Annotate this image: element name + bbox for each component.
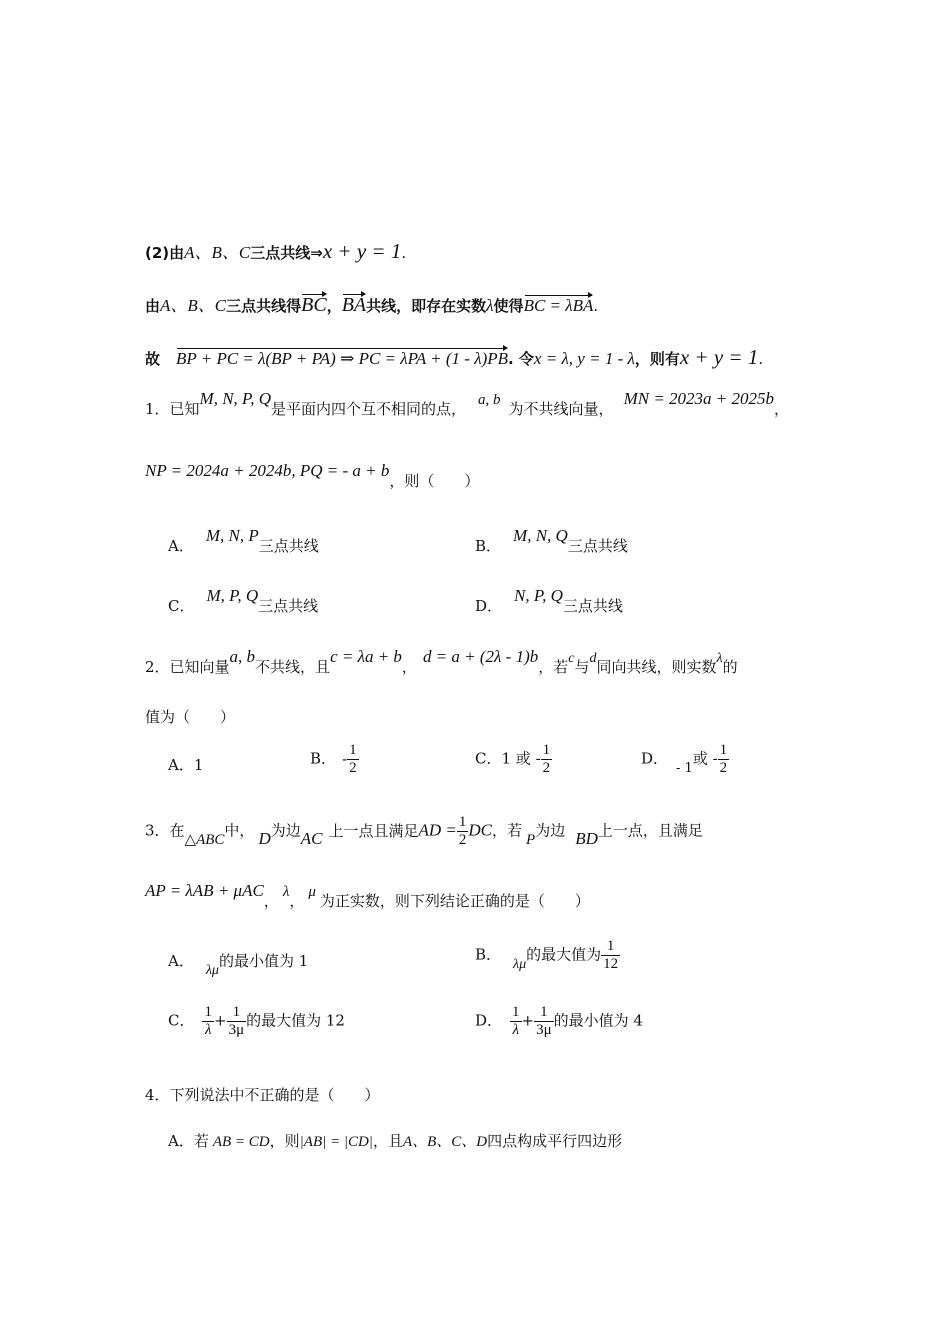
q2-c-den: 2 <box>542 760 551 776</box>
intro2-eq: BC = λBA <box>523 296 594 315</box>
q4-a-eq: AB = CD <box>212 1134 270 1150</box>
q2-c: c = λa + b <box>330 647 402 666</box>
q3-c-d1: λ <box>204 1022 212 1038</box>
q1-np: NP = 2024a + 2024b, PQ = - a + b <box>145 461 390 480</box>
intro-mid: 三点共线⇒ <box>250 244 323 262</box>
q3-d-n1: 1 <box>512 1004 520 1020</box>
intro2-mid: 三点共线得 <box>226 297 302 315</box>
q2-d-label: D． <box>641 749 669 768</box>
q1-text1: 是平面内四个互不相同的点， <box>271 400 467 418</box>
q3-text5: 为边 <box>535 821 566 840</box>
q1-num: 1．已知 <box>145 400 200 418</box>
intro2-vec-bc: BC <box>301 294 327 316</box>
q2-d-den: 2 <box>719 760 728 776</box>
q3-d-n2: 1 <box>534 1004 554 1022</box>
q2-b-num: 1 <box>349 742 357 758</box>
q3-text2: 为边 <box>270 821 301 840</box>
intro2-comma: ， <box>326 297 342 315</box>
intro-line-1 <box>145 240 406 264</box>
q3-option-c[interactable] <box>168 1004 345 1039</box>
q3-b-text: 的最大值为 <box>526 945 602 964</box>
q1-option-a[interactable] <box>168 526 319 557</box>
intro2-mid2: 共线，即存在实数 <box>366 297 487 315</box>
q4-a-text1: ，则 <box>269 1132 300 1150</box>
q3-c-plus: + <box>213 1011 227 1030</box>
q1-option-c[interactable] <box>168 586 319 617</box>
q3-lam: λ <box>282 884 290 900</box>
q2-b-den: 2 <box>349 760 357 776</box>
q2-option-d[interactable] <box>641 742 729 777</box>
q2-cv: c <box>568 651 575 666</box>
intro-points: A、B、C <box>184 243 251 262</box>
intro-line-3 <box>145 346 763 370</box>
q3-a-text: 的最小值为 1 <box>218 952 309 970</box>
q2-c-num: 1 <box>542 742 551 758</box>
q1-points: M, N, P, Q <box>199 389 272 408</box>
q3-mu: μ <box>308 884 316 900</box>
intro2-mid3: 使得 <box>493 297 524 315</box>
q2-d-value: - 1 <box>676 760 693 776</box>
q3-bd: BD <box>575 828 598 848</box>
intro2-points: A、B、C <box>160 296 227 315</box>
intro2-prefix: 由 <box>145 297 161 315</box>
intro3-mid2: ，则有 <box>634 350 680 368</box>
q4-a-label: A．若 <box>168 1132 209 1150</box>
q3-c-label: C． <box>168 1011 195 1030</box>
q1-d-label: D． <box>475 597 503 615</box>
intro2-lambda: λ <box>486 296 494 315</box>
q4-a-pts: A、B、C、D <box>402 1134 488 1150</box>
q3-option-a[interactable] <box>168 950 309 978</box>
q3-d-frac1 <box>510 1004 522 1039</box>
q3-c-n2: 1 <box>227 1004 247 1022</box>
q1-text2: 为不共线向量， <box>508 400 614 418</box>
q3-ap: AP = λAB + μAC <box>145 881 264 900</box>
q3-p: P <box>526 831 536 848</box>
q3-c-n1: 1 <box>204 1004 212 1020</box>
q2-option-a[interactable] <box>168 754 203 776</box>
q3-d-text: 的最小值为 4 <box>553 1011 643 1030</box>
q3-d-d2: 3μ <box>536 1022 552 1038</box>
q2-a-value: 1 <box>193 756 204 774</box>
intro-prefix: (2)由 <box>145 244 185 262</box>
q2-lam: λ <box>716 651 723 666</box>
q1-c-label: C． <box>168 597 195 615</box>
q1-a-pts: M, N, P <box>205 526 259 545</box>
q3-b-expr: λμ <box>513 956 527 972</box>
q1-stem <box>145 389 790 421</box>
q1-a-label: A． <box>168 537 194 555</box>
q1-option-b[interactable] <box>475 526 628 557</box>
q1-c-text: 三点共线 <box>258 597 319 615</box>
q4-option-a[interactable] <box>168 1130 622 1153</box>
q3-d-plus: + <box>521 1011 535 1030</box>
q3-fden: 2 <box>458 832 467 848</box>
q2-comma: ， <box>401 658 417 676</box>
q4-a-abs: |AB| = |CD| <box>299 1134 373 1150</box>
q3-text1: 中， <box>224 821 255 840</box>
q1-b-pts: M, N, Q <box>513 526 568 545</box>
q4-a-text2: ，且 <box>372 1132 403 1150</box>
q2-text1: 不共线，且 <box>255 658 331 676</box>
intro-line-2 <box>145 294 598 317</box>
q2-stem-2 <box>145 706 235 728</box>
q2-text4: 同向共线，则实数 <box>596 658 717 676</box>
q3-text6: 上一点，且满足 <box>597 821 703 840</box>
intro3-end: . <box>758 350 764 368</box>
q3-tri: △ABC <box>184 831 225 848</box>
q2-text3: 与 <box>574 658 590 676</box>
q2-text6: 值为（ ） <box>145 708 236 726</box>
q3-d-d1: λ <box>512 1022 520 1038</box>
q2-d-mid: 或 - <box>692 749 718 768</box>
q3-fraction <box>457 814 469 849</box>
q3-b-fraction <box>601 938 620 973</box>
q3-dc: DC <box>468 820 492 840</box>
q3-c-frac2 <box>227 1004 247 1039</box>
q1-stem-2 <box>145 461 480 492</box>
intro3-result: x + y = 1 <box>679 345 759 369</box>
q3-ac: AC <box>300 828 323 848</box>
intro3-prefix: 故 <box>145 350 161 368</box>
q3-num: 3．在 <box>145 821 185 840</box>
q1-b-label: B． <box>475 537 502 555</box>
q2-num: 2．已知向量 <box>145 658 230 676</box>
intro-end: . <box>401 244 407 262</box>
q1-text3: ，则（ ） <box>389 472 480 490</box>
intro2-vec-ba: BA <box>341 294 367 316</box>
q3-fnum: 1 <box>458 814 467 830</box>
q3-stem <box>145 814 703 849</box>
q1-c-pts: M, P, Q <box>206 586 259 605</box>
q2-d: d = a + (2λ - 1)b <box>422 647 539 666</box>
q3-c-text: 的最大值为 12 <box>246 1011 345 1030</box>
q4-a-text3: 四点构成平行四边形 <box>487 1132 623 1150</box>
q3-text4: ，若 <box>492 821 523 840</box>
q1-mn: MN = 2023a + 2025b <box>623 389 775 408</box>
q1-option-d[interactable] <box>475 586 623 617</box>
q2-c-value: 1 或 - <box>501 749 541 768</box>
q3-ad: AD = <box>418 820 457 840</box>
q2-c-fraction <box>541 742 553 777</box>
q2-option-c[interactable] <box>475 742 552 777</box>
q1-a-text: 三点共线 <box>258 537 319 555</box>
q3-option-b[interactable] <box>475 938 620 973</box>
q3-comma: ， <box>263 892 279 910</box>
q3-text3: 上一点且满足 <box>328 821 419 840</box>
q3-b-num: 1 <box>601 938 620 956</box>
q2-text2: ，若 <box>538 658 569 676</box>
intro3-sub: x = λ, y = 1 - λ <box>533 349 635 368</box>
q3-comma2: ， <box>289 892 305 910</box>
q2-b-label: B． <box>310 749 337 768</box>
q2-dv: d <box>589 651 597 666</box>
intro3-mid: . 令 <box>508 350 534 368</box>
q2-b-fraction <box>347 742 359 777</box>
q1-d-pts: N, P, Q <box>514 586 563 605</box>
q3-d-frac2 <box>534 1004 554 1039</box>
q1-d-text: 三点共线 <box>562 597 623 615</box>
q3-text7: 为正实数，则下列结论正确的是（ ） <box>319 892 590 910</box>
q3-a-label: A． <box>168 952 194 970</box>
q4-stem <box>145 1084 380 1106</box>
q3-stem-2 <box>145 881 590 913</box>
q3-a-expr: λμ <box>205 963 219 978</box>
q3-d-label: D． <box>475 1011 503 1030</box>
intro3-formula: BP + PC = λ(BP + PA) ⇒ PC = λPA + (1 - λ)PB <box>176 349 508 368</box>
q2-text5: 的 <box>722 658 738 676</box>
q2-option-b[interactable] <box>310 742 359 777</box>
q3-d: D <box>258 828 271 848</box>
intro-formula: x + y = 1 <box>322 239 402 263</box>
q2-a-label: A． <box>168 756 194 774</box>
q2-b-value: - <box>342 749 348 768</box>
q1-vars: a, b <box>478 392 501 408</box>
q3-c-frac1 <box>202 1004 214 1039</box>
q3-c-d2: 3μ <box>228 1022 245 1038</box>
q3-option-d[interactable] <box>475 1004 643 1039</box>
q2-c-label: C． <box>475 749 502 768</box>
q2-d-num: 1 <box>719 742 728 758</box>
q2-vars: a, b <box>229 647 256 666</box>
q4-num: 4．下列说法中不正确的是（ ） <box>145 1086 380 1104</box>
q3-b-label: B． <box>475 945 502 964</box>
intro2-end: . <box>593 297 599 315</box>
q1-b-text: 三点共线 <box>567 537 628 555</box>
q3-b-den: 12 <box>603 956 619 972</box>
q1-comma: ， <box>774 400 790 418</box>
q2-d-fraction <box>718 742 730 777</box>
q2-stem <box>145 647 738 680</box>
